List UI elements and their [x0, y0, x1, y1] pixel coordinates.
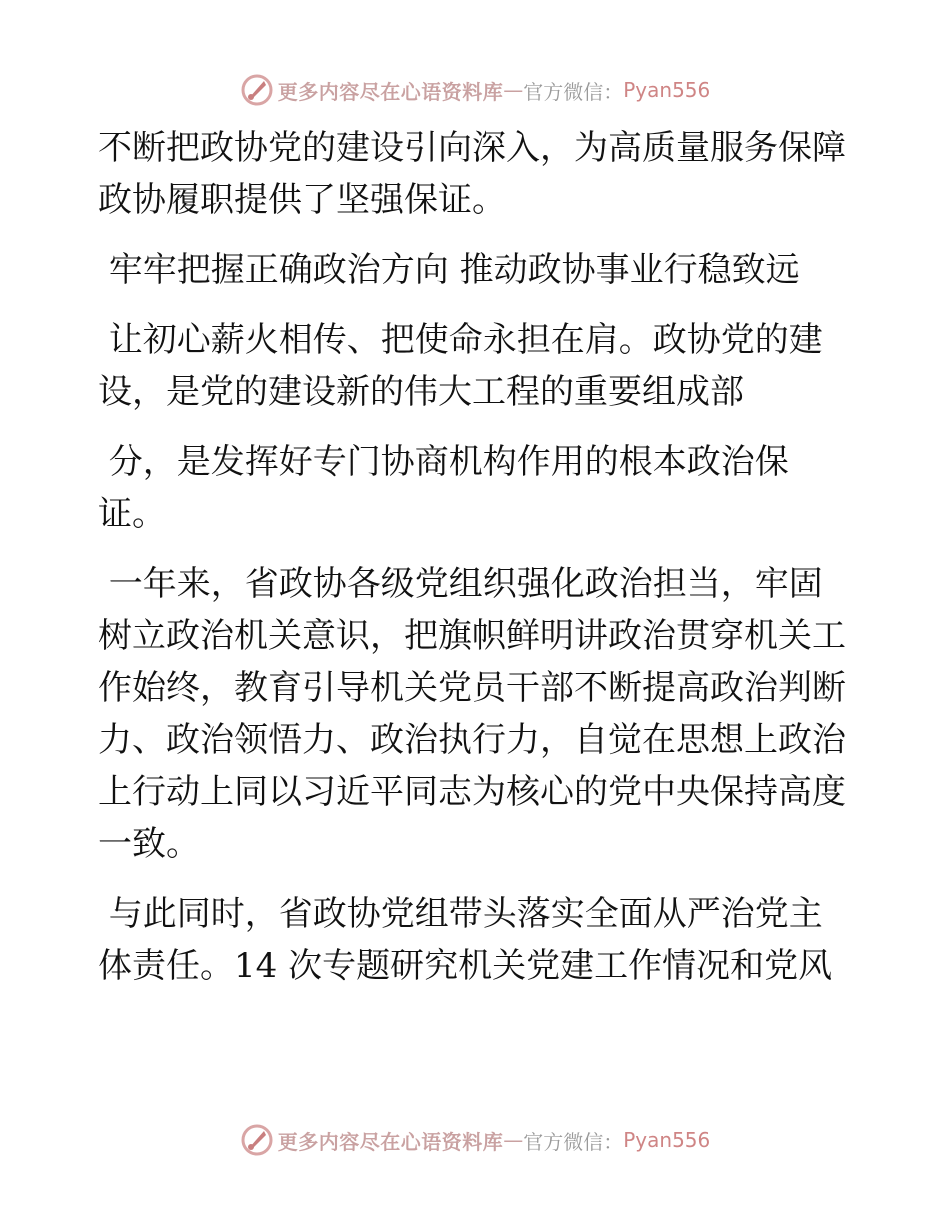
watermark-banner-bottom: [0, 1120, 950, 1160]
watermark-label: 官方微信：: [523, 79, 624, 104]
watermark-label: 官方微信：: [523, 1129, 624, 1154]
text-line: 政协履职提供了坚强保证。: [98, 180, 506, 220]
text-line: 设，是党的建设新的伟大工程的重要组成部: [98, 372, 744, 412]
text-line: 作始终，教育引导机关党员干部不断提高政治判断: [98, 668, 846, 708]
section-heading: [98, 244, 858, 296]
text-line: 体责任。14 次专题研究机关党建工作情况和党风: [98, 946, 833, 986]
text-line: 一致。: [98, 824, 200, 864]
watermark-separator: —: [503, 1128, 524, 1152]
text-line: 让初心薪火相传、把使命永担在肩。政协党的建: [98, 320, 823, 360]
paragraph-3: [98, 436, 858, 540]
paragraph-4: [98, 558, 858, 870]
text-line: 分，是发挥好专门协商机构作用的根本政治保: [98, 442, 789, 482]
text-line: 证。: [98, 494, 166, 534]
paragraph-1: [98, 122, 858, 226]
text-line: 树立政治机关意识，把旗帜鲜明讲政治贯穿机关工: [98, 616, 846, 656]
text-line: 牢牢把握正确政治方向 推动政协事业行稳致远: [98, 250, 800, 290]
text-line: 与此同时，省政协党组带头落实全面从严治党主: [98, 894, 823, 934]
text-line: 力、政治领悟力、政治执行力，自觉在思想上政治: [98, 720, 846, 760]
watermark-id: Pyan556: [623, 1128, 711, 1152]
text-line: 不断把政协党的建设引向深入，为高质量服务保障: [98, 128, 846, 168]
paragraph-5: [98, 888, 858, 992]
watermark-banner-top: [0, 70, 950, 110]
paragraph-2: [98, 314, 858, 418]
quill-logo-icon: [240, 1123, 274, 1157]
document-body: [98, 122, 858, 992]
watermark-separator: —: [503, 78, 524, 102]
watermark-id: Pyan556: [623, 78, 711, 102]
watermark-site-text: 更多内容尽在心语资料库: [277, 1129, 504, 1154]
watermark-site-text: 更多内容尽在心语资料库: [277, 79, 504, 104]
text-line: 上行动上同以习近平同志为核心的党中央保持高度: [98, 772, 846, 812]
quill-logo-icon: [240, 73, 274, 107]
text-line: 一年来，省政协各级党组织强化政治担当，牢固: [98, 564, 823, 604]
